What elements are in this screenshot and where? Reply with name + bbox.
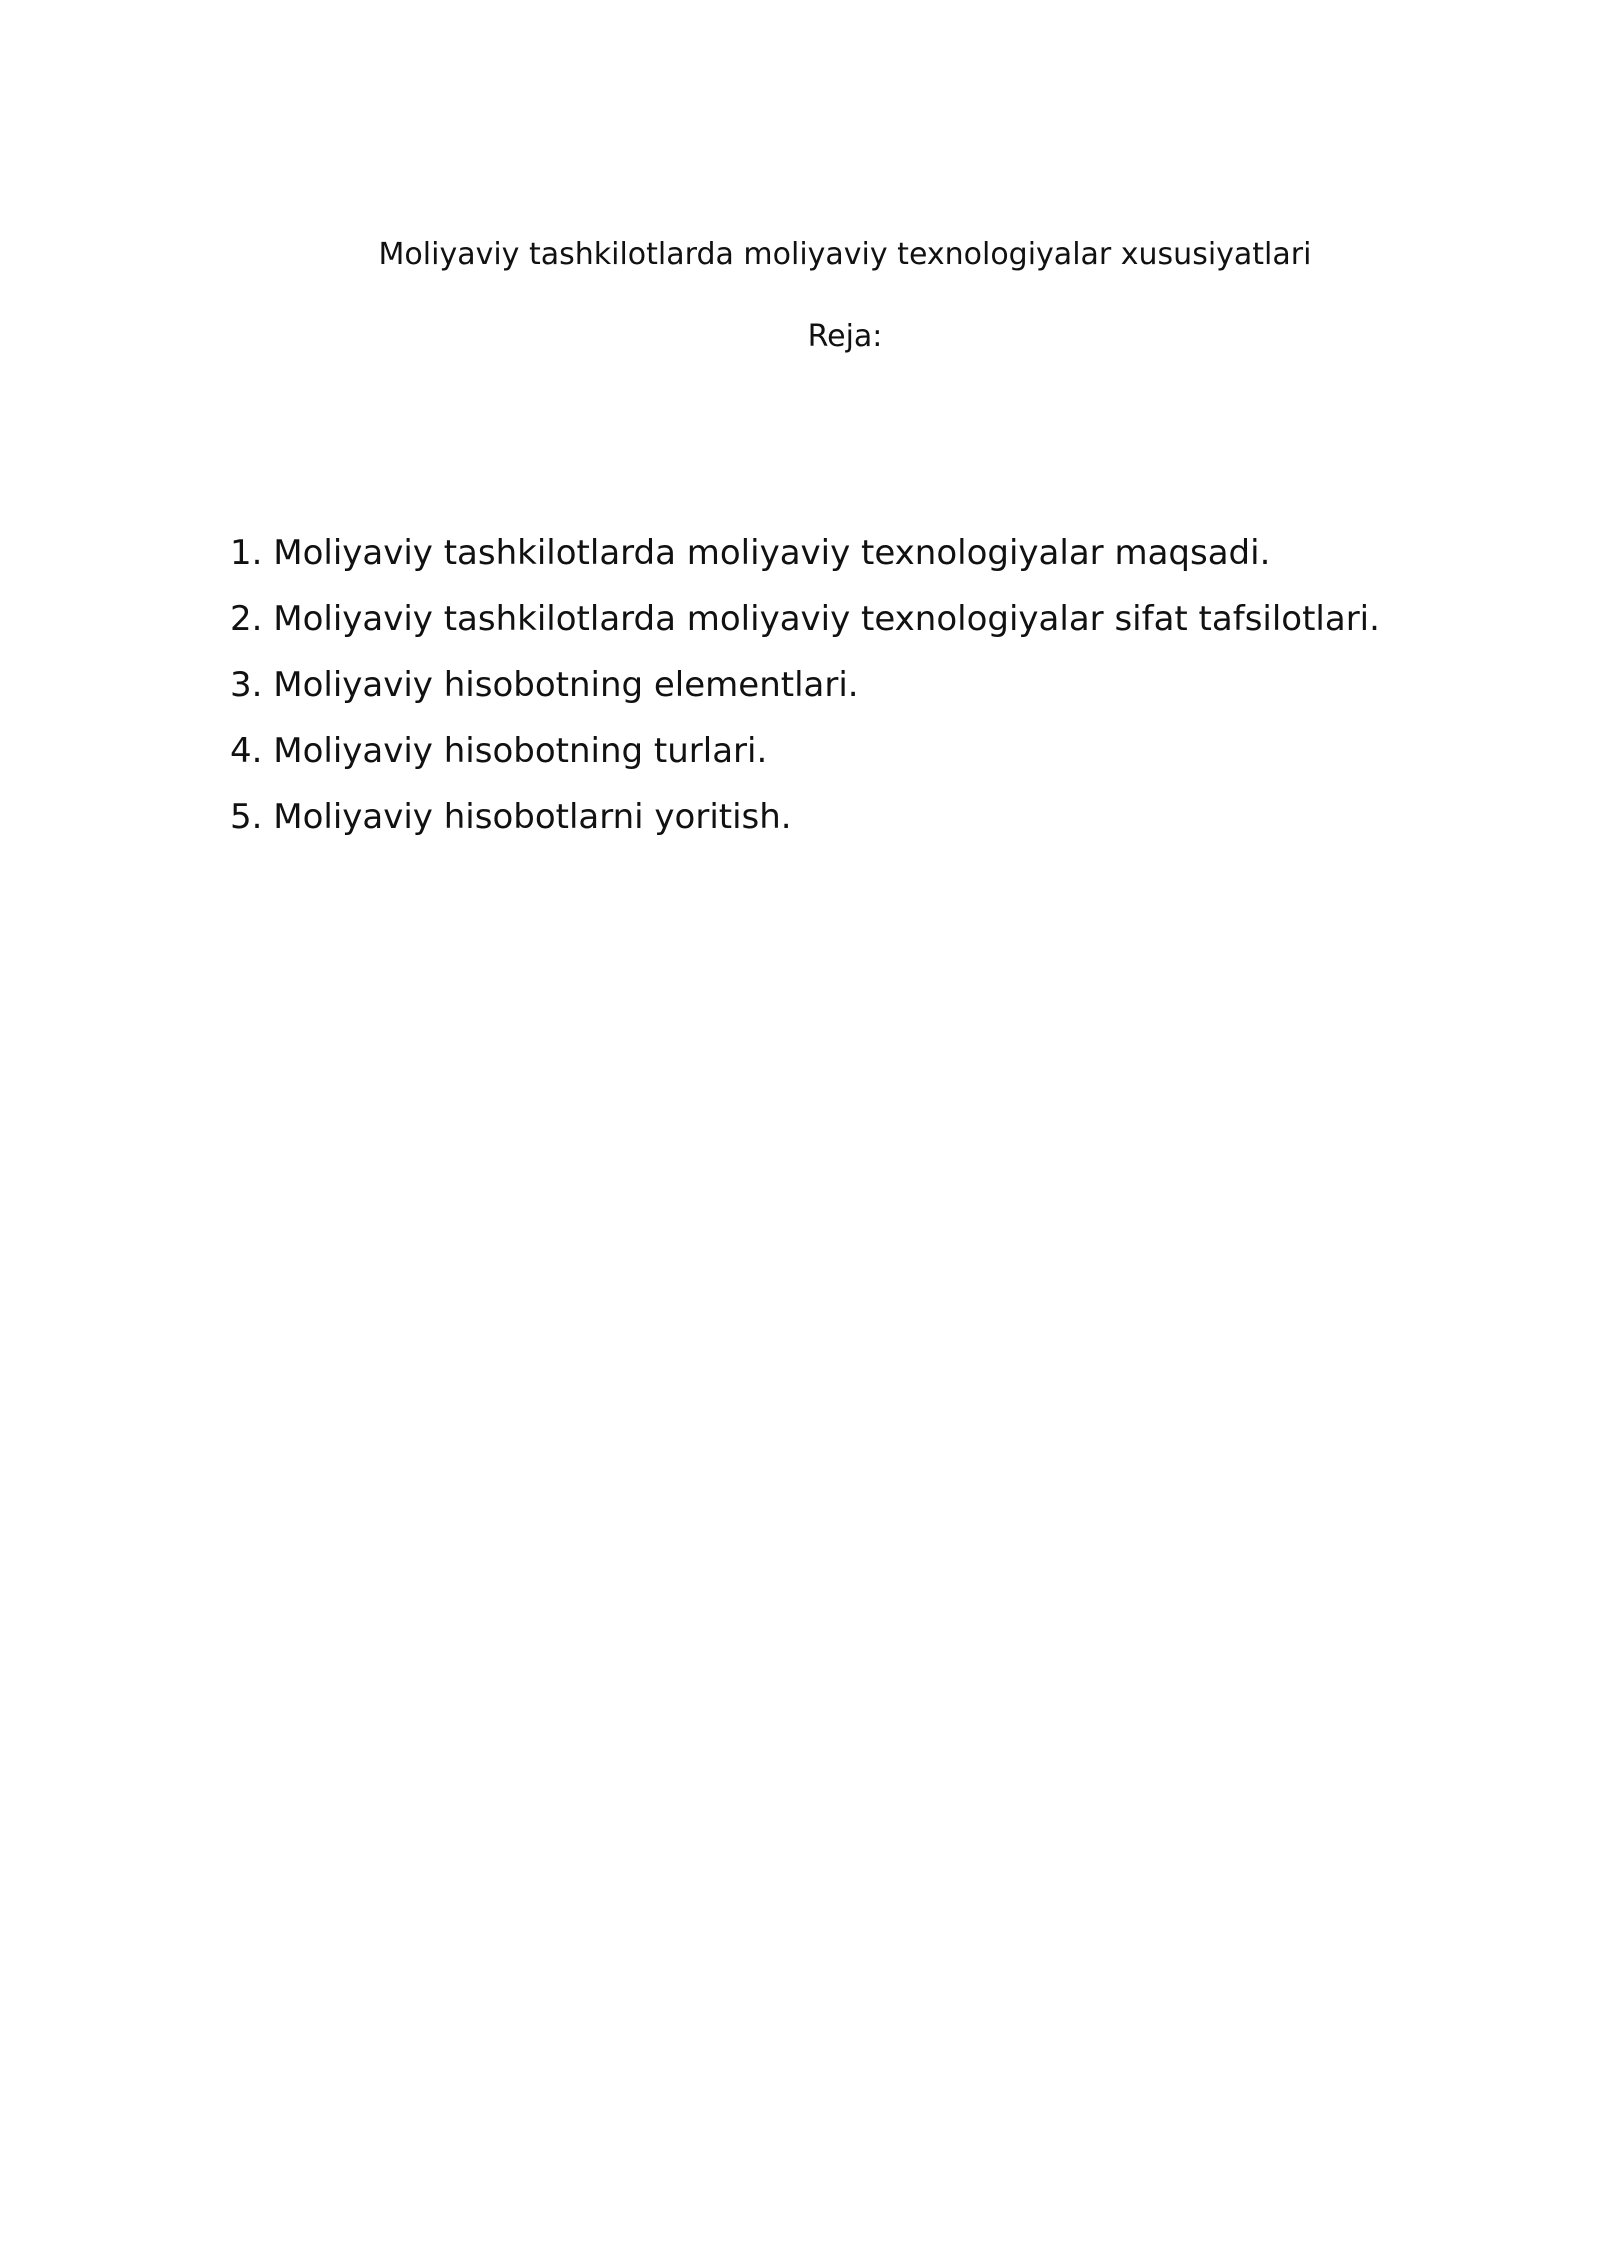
plan-item-2: 2. Moliyaviy tashkilotlarda moliyaviy texnologiyalar sifat tafsilotlari. (230, 599, 1380, 639)
plan-item-1: 1. Moliyaviy tashkilotlarda moliyaviy texnologiyalar maqsadi. (230, 533, 1271, 573)
plan-item-3: 3. Moliyaviy hisobotning elementlari. (230, 665, 859, 705)
plan-item-4: 4. Moliyaviy hisobotning turlari. (230, 731, 768, 771)
plan-heading: Reja: (807, 319, 883, 354)
plan-item-5: 5. Moliyaviy hisobotlarni yoritish. (230, 797, 792, 837)
plan-list (230, 520, 1380, 850)
document-title: Moliyaviy tashkilotlarda moliyaviy texnologiyalar xususiyatlari (378, 237, 1312, 272)
